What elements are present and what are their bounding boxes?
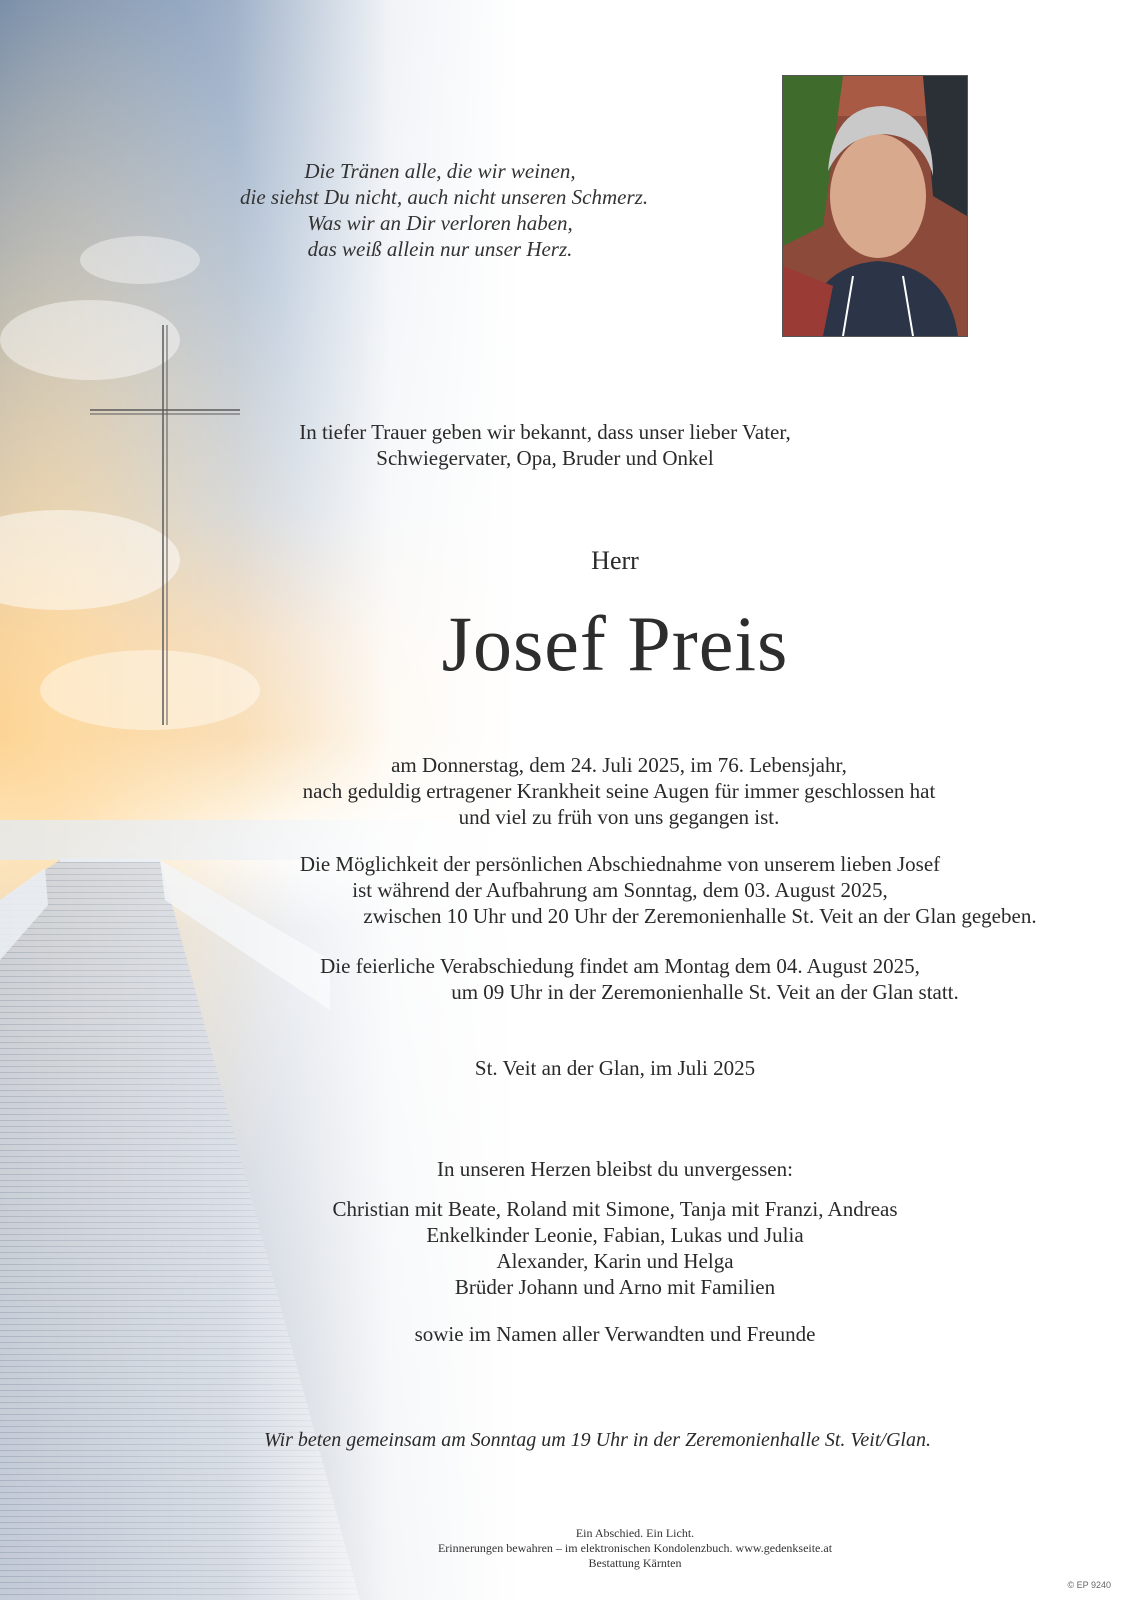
death-notice-line: und viel zu früh von uns gegangen ist. (458, 805, 780, 829)
footer-line: Ein Abschied. Ein Licht. (575, 1526, 695, 1540)
prayer-notice: Wir beten gemeinsam am Sonntag um 19 Uhr in der Zeremonienhalle St. Veit/Glan. (264, 1429, 931, 1451)
family-line: Alexander, Karin und Helga (496, 1249, 734, 1273)
family-line: Enkelkinder Leonie, Fabian, Lukas und Julia (426, 1223, 804, 1247)
viewing-line: Die Möglichkeit der persönlichen Abschiednahme von unserem lieben Josef (299, 852, 941, 876)
family-line: Brüder Johann und Arno mit Familien (454, 1275, 776, 1299)
death-notice-line: am Donnerstag, dem 24. Juli 2025, im 76. Lebensjahr, (391, 753, 847, 777)
poem-line: die siehst Du nicht, auch nicht unseren Schmerz. (240, 185, 649, 209)
intro-text (250, 419, 840, 471)
poem-line: Was wir an Dir verloren haben, (307, 211, 573, 235)
family-list (250, 1196, 980, 1300)
viewing-info (250, 851, 1131, 929)
corner-mark: © EP 9240 (1067, 1580, 1111, 1590)
death-notice-line: nach geduldig ertragener Krankheit seine Augen für immer geschlossen hat (302, 779, 936, 803)
footer (250, 1526, 1020, 1571)
portrait-photo (782, 75, 968, 337)
viewing-line: ist während der Aufbahrung am Sonntag, dem 03. August 2025, (352, 878, 888, 902)
footer-line: Erinnerungen bewahren – im elektronischen Kondolenzbuch. www.gedenkseite.at (437, 1541, 833, 1555)
ceremony-line: Die feierliche Verabschiedung findet am Montag dem 04. August 2025, (320, 954, 920, 978)
salutation: Herr (591, 546, 639, 575)
intro-line: Schwiegervater, Opa, Bruder und Onkel (376, 446, 714, 470)
viewing-line: zwischen 10 Uhr und 20 Uhr der Zeremonienhalle St. Veit an der Glan gegeben. (363, 904, 1037, 928)
place-date: St. Veit an der Glan, im Juli 2025 (474, 1056, 756, 1080)
remember-heading: In unseren Herzen bleibst du unvergessen: (437, 1157, 793, 1181)
poem-line: das weiß allein nur unser Herz. (307, 237, 573, 261)
family-line: Christian mit Beate, Roland mit Simone, Tanja mit Franzi, Andreas (332, 1197, 898, 1221)
intro-line: In tiefer Trauer geben wir bekannt, dass unser lieber Vater, (299, 420, 791, 444)
poem-line: Die Tränen alle, die wir weinen, (304, 159, 576, 183)
footer-line: Bestattung Kärnten (588, 1556, 682, 1570)
closing-text: sowie im Namen aller Verwandten und Freunde (414, 1322, 816, 1346)
ceremony-info (250, 953, 1130, 1005)
death-notice (250, 752, 988, 830)
poem (240, 158, 649, 262)
ceremony-line: um 09 Uhr in der Zeremonienhalle St. Veit an der Glan statt. (451, 980, 959, 1004)
deceased-name: Josef Preis (441, 600, 789, 687)
